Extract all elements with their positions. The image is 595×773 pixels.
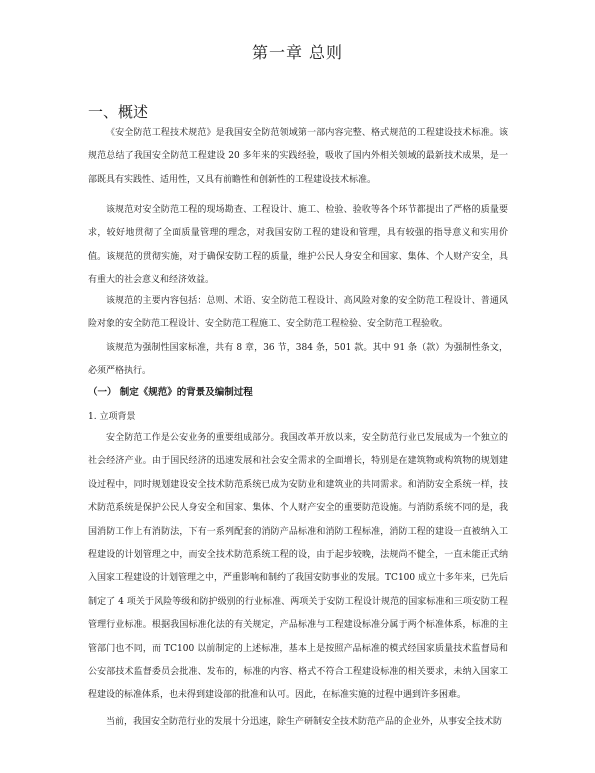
intro-paragraph: 该规范的主要内容包括：总则、术语、安全防范工程设计、高风险对象的安全防范工程设计、普通风险对象的安全防范工程设计、安全防范工程施工、安全防范工程检验、安全防范工程验收。 — [88, 296, 508, 330]
body-paragraph: 当前，我国安全防范行业的发展十分迅速，除生产研制安全技术防范产品的企业外，从事安全技术防 — [106, 717, 503, 727]
section-title: 一、概述 — [88, 103, 149, 121]
chapter-title: 第一章 总则 — [251, 43, 344, 62]
intro-paragraph: 《安全防范工程技术规范》是我国安全防范领域第一部内容完整、格式规范的工程建设技术标准。该规范总结了我国安全防范工程建设 20 多年来的实践经验，吸收了国内外相关领域的最新技术成果，是一部既具有实践性、适用性，又具有前瞻性和创新性的工程建设技术标准。 — [88, 128, 508, 185]
intro-paragraph: 该规范为强制性国家标准，共有 8 章，36 节，384 条，501 款。其中 91 条（款）为强制性条文，必须严格执行。 — [88, 343, 508, 377]
intro-paragraph: 该规范对安全防范工程的现场勘查、工程设计、施工、检验、验收等各个环节都提出了严格的质量要求，较好地贯彻了全面质量管理的理念，对我国安防工程的建设和管理，具有较强的指导意义和实用价值。该规范的贯彻实施，对于确保安防工程的质量，维护公民人身安全和国家、集体、个人财产安全，具有重大的社会意义和经济效益。 — [88, 205, 508, 286]
item-title: 1. 立项背景 — [88, 412, 136, 422]
body-paragraph: 安全防范工作是公安业务的重要组成部分。我国改革开放以来，安全防范行业已发展成为一个独立的社会经济产业。由于国民经济的迅速发展和社会安全需求的全面增长，特别是在建筑物或构筑物的规划建设过程中，同时规划建设安全技术防范系统已成为安防业和建筑业的共同需求。和消防安全系统一样，技术防范系统是保护公民人身安全和国家、集体、个人财产安全的重要防范设施。与消防系统不同的是，我国消防工作上有消防法，下有一系列配套的消防产品标准和消防工程标准，消防工程的建设一直被纳入工程建设的计划管理之中，而安全技术防范系统工程的设，由于起步较晚，法规尚不健全，一直未能正式纳入国家工程建设的计划管理之中，严重影响和制约了我国安防事业的发展。TC100 成立十多年来，已先后制定了 4 项关于风险等级和防护级别的行业标准、两项关于安防工程设计规范的国家标准和三项安防工程管理行业标准。根据我国标准化法的有关规定，产品标准与工程建设标准分属于两个标准体系，标准的主管部门也不同，而 TC100 以前制定的上述标准，基本上是按照产品标准的模式经国家质量技术监督局和公安部技术监督委员会批准、发布的，标准的内容、格式不符合工程建设标准的相关要求，未纳入国家工程建设的标准体系，也未得到建设部的批准和认可。因此，在标准实施的过程中遇到许多困难。 — [88, 433, 508, 701]
subsection-title: （一） 制定《规范》的背景及编制过程 — [88, 387, 253, 398]
